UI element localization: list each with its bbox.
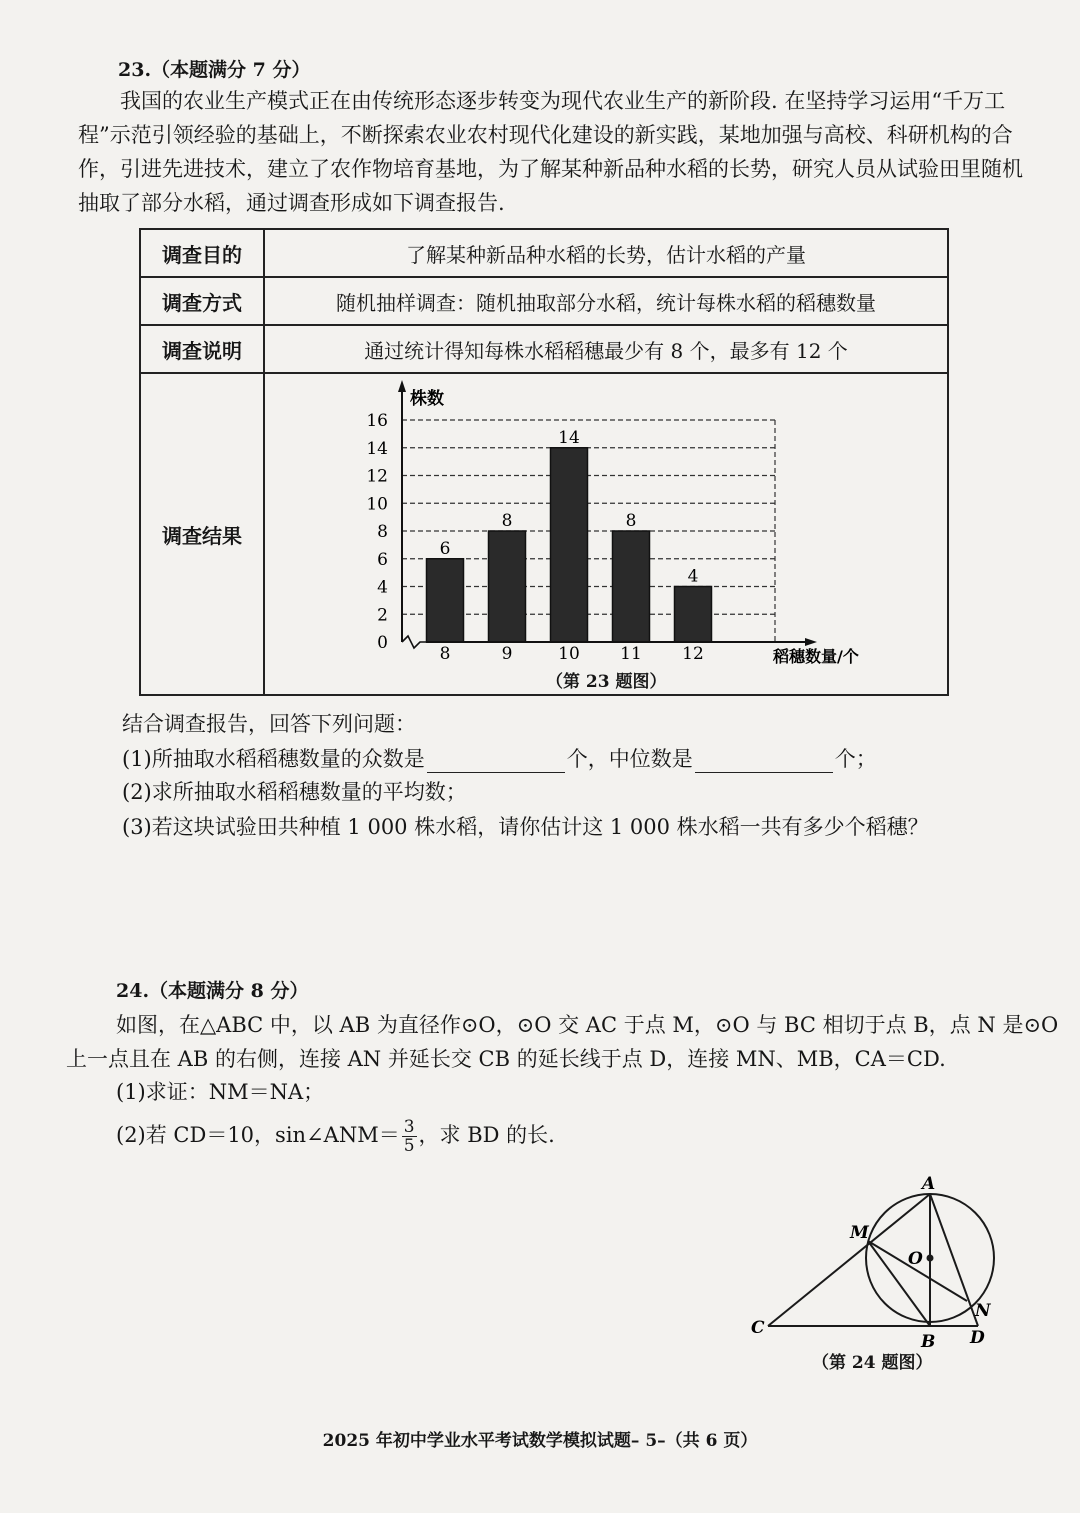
survey-value: 随机抽样调查：随机抽取部分水稻，统计每株水稻的稻穗数量 [264,277,948,325]
questions-intro: 结合调查报告，回答下列问题： [122,712,416,736]
segment-ca [768,1194,930,1326]
x-tick-label: 11 [620,644,642,664]
q24-part1: (1)求证：NM＝NA； [116,1080,325,1104]
label-a: A [922,1174,936,1194]
fraction-numerator: 3 [403,1117,415,1137]
y-tick-label: 4 [377,577,388,598]
survey-row [140,277,948,325]
y-axis-label: 株数 [410,389,444,409]
label-o: O [908,1249,923,1269]
q23-intro: 我国的农业生产模式正在由传统形态逐步转变为现代农业生产的新阶段. 在坚持学习运用“千万工程”示范引领经验的基础上，不断探索农业农村现代化建设的新实践，某地加强与高校、科研机构的合作，引进先进技术，建立了农作物培育基地，为了解某种新品种水稻的长势，研究人员从试验田里随机抽取了部分水稻，通过调查形成如下调查报告. [78,89,1023,215]
bar-chart [350,380,859,666]
q23-part1-a: (1)所抽取水稻稻穗数量的众数是 [122,747,425,771]
survey-label: 调查方式 [140,277,264,325]
x-tick-label: 12 [682,644,704,664]
survey-label: 调查说明 [140,325,264,373]
x-tick-label: 8 [439,644,451,664]
q23-header: 23.（本题满分 7 分） [118,59,311,81]
y-tick-label: 8 [377,522,388,542]
y-axis-arrow [398,380,406,392]
q24-part2 [116,1118,555,1155]
y-tick-label: 14 [366,438,388,459]
survey-row [140,325,948,373]
bar [613,531,650,642]
segment-ad [930,1194,978,1326]
page-footer: 2025 年初中学业水平考试数学模拟试题– 5–（共 6 页） [322,1431,758,1451]
chart-caption: （第 23 题图） [546,672,667,692]
axis-break [402,636,426,648]
x-axis-label: 稻穗数量/个 [773,647,859,666]
q23-part1-c: 个； [834,747,877,771]
q23-part1 [122,743,877,773]
survey-value: 了解某种新品种水稻的长势，估计水稻的产量 [264,229,948,277]
q24-line2: 上一点且在 AB 的右侧，连接 AN 并延长交 CB 的延长线于点 D，连接 MN、MB，CA＝CD. [66,1047,946,1071]
survey-value: 通过统计得知每株水稻稻穗最少有 8 个，最多有 12 个 [264,325,948,373]
x-tick-label: 10 [558,644,580,664]
label-b: B [921,1332,936,1352]
y-tick-label: 16 [366,411,388,431]
answer-blank-median[interactable] [695,752,833,773]
bar-value-label: 6 [439,538,451,559]
fraction-denominator: 5 [403,1136,415,1156]
bar [551,448,588,642]
q24-header: 24.（本题满分 8 分） [116,980,309,1002]
q23-part3: (3)若这块试验田共种植 1 000 株水稻，请你估计这 1 000 株水稻一共有多少个稻穗？ [122,815,929,839]
geometry-figure [740,1165,1020,1375]
survey-row [140,229,948,277]
figure-caption: （第 24 题图） [812,1353,933,1373]
y-tick-label: 6 [377,549,388,570]
survey-result-label: 调查结果 [140,373,264,695]
label-n: N [975,1301,991,1321]
y-tick-label: 10 [366,494,388,515]
bar-value-label: 4 [687,566,699,587]
bar [489,531,526,642]
q23-part2: (2)求所抽取水稻稻穗数量的平均数； [122,780,467,804]
q24-line1: 如图，在△ABC 中，以 AB 为直径作⊙O，⊙O 交 AC 于点 M，⊙O 与 BC 相切于点 B，点 N 是⊙O [116,1013,1059,1037]
bar [427,559,464,642]
bar-value-label: 8 [501,511,513,531]
y-tick-label: 0 [377,633,388,653]
x-axis-arrow [805,638,817,646]
bar-value-label: 14 [558,427,580,448]
y-tick-label: 12 [366,466,388,487]
center-point-o [927,1255,934,1262]
bar-value-label: 8 [625,511,637,531]
bar [675,587,712,643]
label-m: M [850,1223,869,1243]
q23-part1-b: 个，中位数是 [566,747,693,771]
q24-part2-b: ，求 BD 的长. [418,1123,555,1147]
answer-blank-mode[interactable] [427,752,565,773]
label-d: D [970,1328,985,1348]
x-tick-label: 9 [501,644,513,664]
q24-part2-a: (2)若 CD＝10，sin∠ANM＝ [116,1123,400,1147]
y-tick-label: 2 [377,605,388,626]
survey-label: 调查目的 [140,229,264,277]
label-c: C [751,1318,765,1338]
fraction-3-5 [402,1118,417,1155]
